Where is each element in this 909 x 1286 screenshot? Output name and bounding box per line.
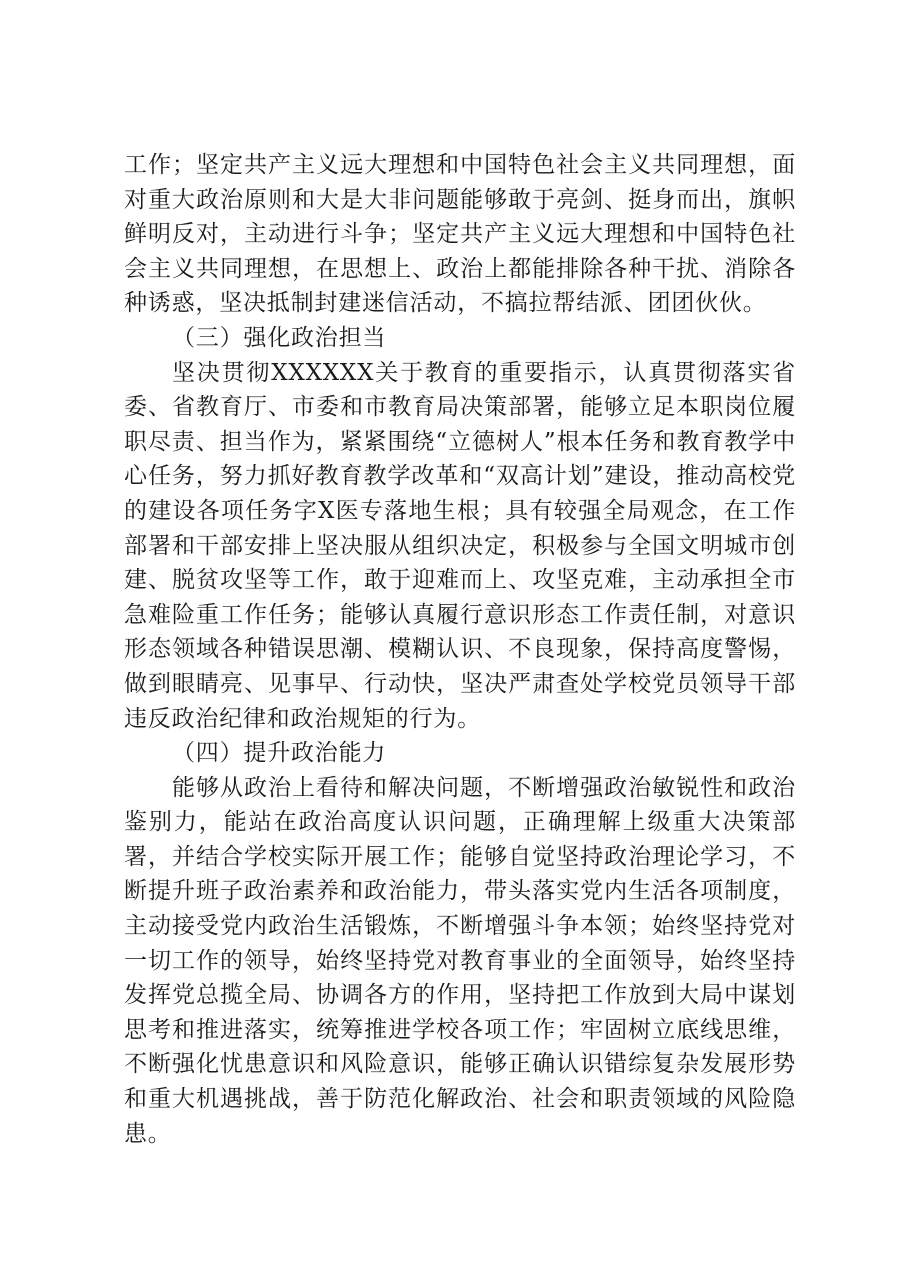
section-heading-3: （三）强化政治担当	[172, 324, 387, 351]
section-heading-4: （四）提升政治能力	[172, 740, 387, 767]
document-page	[124, 148, 796, 1151]
paragraph-continuation: 工作；坚定共产主义远大理想和中国特色社会主义共同理想，面对重大政治原则和大是大非问题能够敢于亮剑、挺身而出，旗帜鲜明反对，主动进行斗争；坚定共产主义远大理想和中国特色社会主义共同理想，在思想上、政治上都能排除各种干扰、消除各种诱惑，坚决抵制封建迷信活动，不搞拉帮结派、团团伙伙。	[124, 152, 796, 317]
paragraph-political-ability: 能够从政治上看待和解决问题，不断增强政治敏锐性和政治鉴别力，能站在政治高度认识问题，正确理解上级重大决策部署，并结合学校实际开展工作；能够自觉坚持政治理论学习，不断提升班子政治素养和政治能力，带头落实党内生活各项制度，主动接受党内政治生活锻炼，不断增强斗争本领；始终坚持党对一切工作的领导，始终坚持党对教育事业的全面领导，始终坚持发挥党总揽全局、协调各方的作用，坚持把工作放到大局中谋划思考和推进落实，统筹推进学校各项工作；牢固树立底线思维，不断强化忧患意识和风险意识，能够正确认识错综复杂发展形势和重大机遇挑战，善于防范化解政治、社会和职责领域的风险隐患。	[124, 774, 796, 1147]
paragraph-political-responsibility: 坚决贯彻XXXXXX关于教育的重要指示，认真贯彻落实省委、省教育厅、市委和市教育局决策部署，能够立足本职岗位履职尽责、担当作为，紧紧围绕“立德树人”根本任务和教育教学中心任务，努力抓好教育教学改革和“双高计划”建设，推动高校党的建设各项任务字X医专落地生根；具有较强全局观念，在工作部署和干部安排上坚决服从组织决定，积极参与全国文明城市创建、脱贫攻坚等工作，敢于迎难而上、攻坚克难，主动承担全市急难险重工作任务；能够认真履行意识形态工作责任制，对意识形态领域各种错误思潮、模糊认识、不良现象，保持高度警惕，做到眼睛亮、见事早、行动快，坚决严肃查处学校党员领导干部违反政治纪律和政治规矩的行为。	[124, 359, 796, 732]
